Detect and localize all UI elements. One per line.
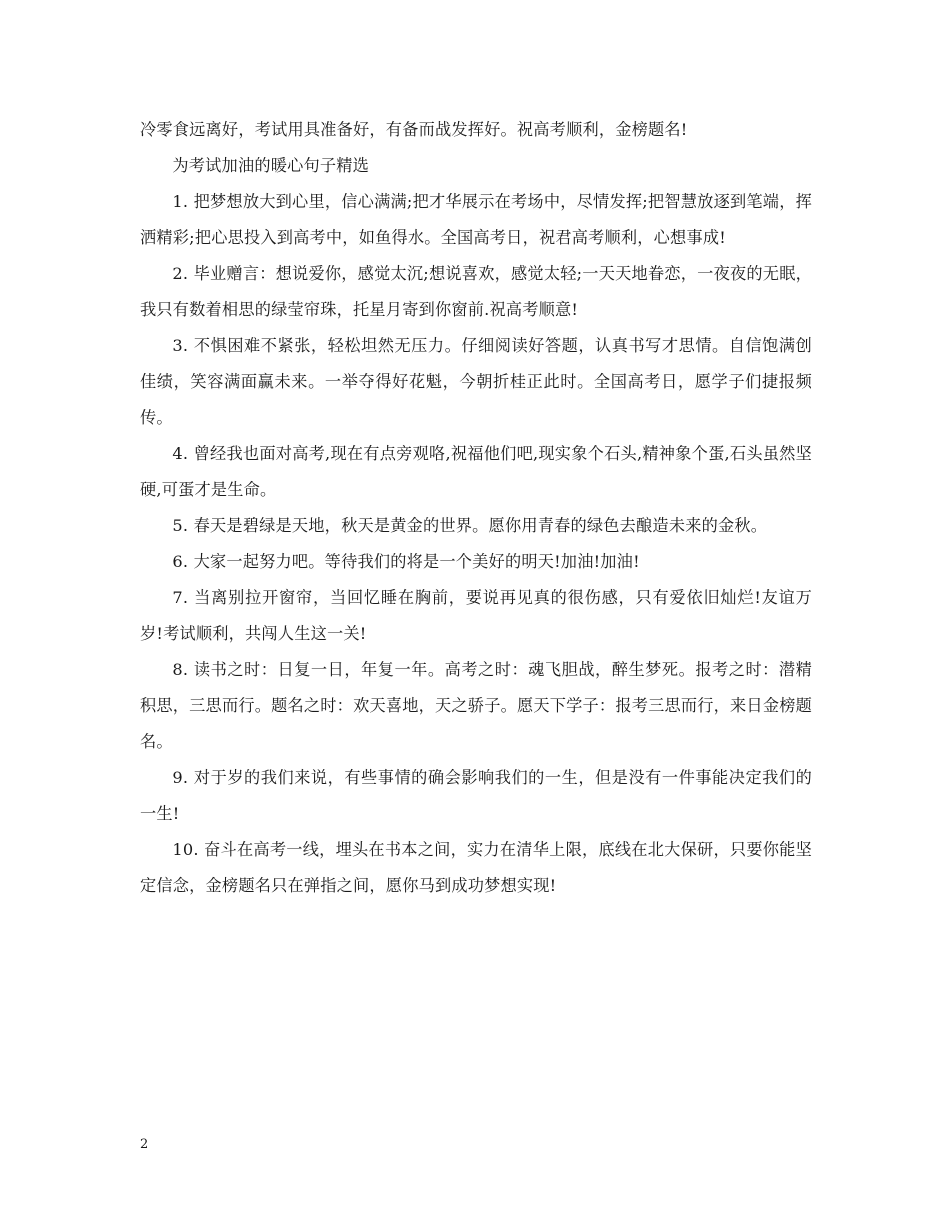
paragraph-continuation: 冷零食远离好，考试用具准备好，有备而战发挥好。祝高考顺利，金榜题名! <box>140 120 688 139</box>
list-item: 3. 不惧困难不紧张，轻松坦然无压力。仔细阅读好答题，认真书写才思情。自信饱满创佳绩，笑容满面赢未来。一举夺得好花魁，今朝折桂正此时。全国高考日，愿学子们捷报频传。 <box>140 336 812 427</box>
list-item: 2. 毕业赠言：想说爱你，感觉太沉;想说喜欢，感觉太轻;一天天地眷恋，一夜夜的无眠，我只有数着相思的绿莹帘珠，托星月寄到你窗前.祝高考顺意! <box>140 264 812 319</box>
page-number: 2 <box>140 1137 149 1152</box>
list-item: 8. 读书之时：日复一日，年复一年。高考之时：魂飞胆战，醉生梦死。报考之时：潜精积思，三思而行。题名之时：欢天喜地，天之骄子。愿天下学子：报考三思而行，来日金榜题名。 <box>140 660 812 751</box>
list-item: 1. 把梦想放大到心里，信心满满;把才华展示在考场中，尽情发挥;把智慧放逐到笔端，挥洒精彩;把心思投入到高考中，如鱼得水。全国高考日，祝君高考顺利，心想事成! <box>140 192 812 247</box>
list-item: 9. 对于岁的我们来说，有些事情的确会影响我们的一生，但是没有一件事能决定我们的一生! <box>140 768 812 823</box>
list-item: 5. 春天是碧绿是天地，秋天是黄金的世界。愿你用青春的绿色去酿造未来的金秋。 <box>172 516 768 535</box>
list-item: 4. 曾经我也面对高考,现在有点旁观咯,祝福他们吧,现实象个石头,精神象个蛋,石头虽然坚硬,可蛋才是生命。 <box>140 444 812 499</box>
list-item: 6. 大家一起努力吧。等待我们的将是一个美好的明天!加油!加油! <box>172 552 640 571</box>
list-item: 7. 当离别拉开窗帘，当回忆睡在胸前，要说再见真的很伤感，只有爱依旧灿烂!友谊万岁!考试顺利，共闯人生这一关! <box>140 588 812 643</box>
document-body <box>140 112 812 904</box>
list-item: 10. 奋斗在高考一线，埋头在书本之间，实力在清华上限，底线在北大保研，只要你能坚定信念，金榜题名只在弹指之间，愿你马到成功梦想实现! <box>140 840 812 895</box>
section-heading: 为考试加油的暖心句子精选 <box>172 156 370 175</box>
